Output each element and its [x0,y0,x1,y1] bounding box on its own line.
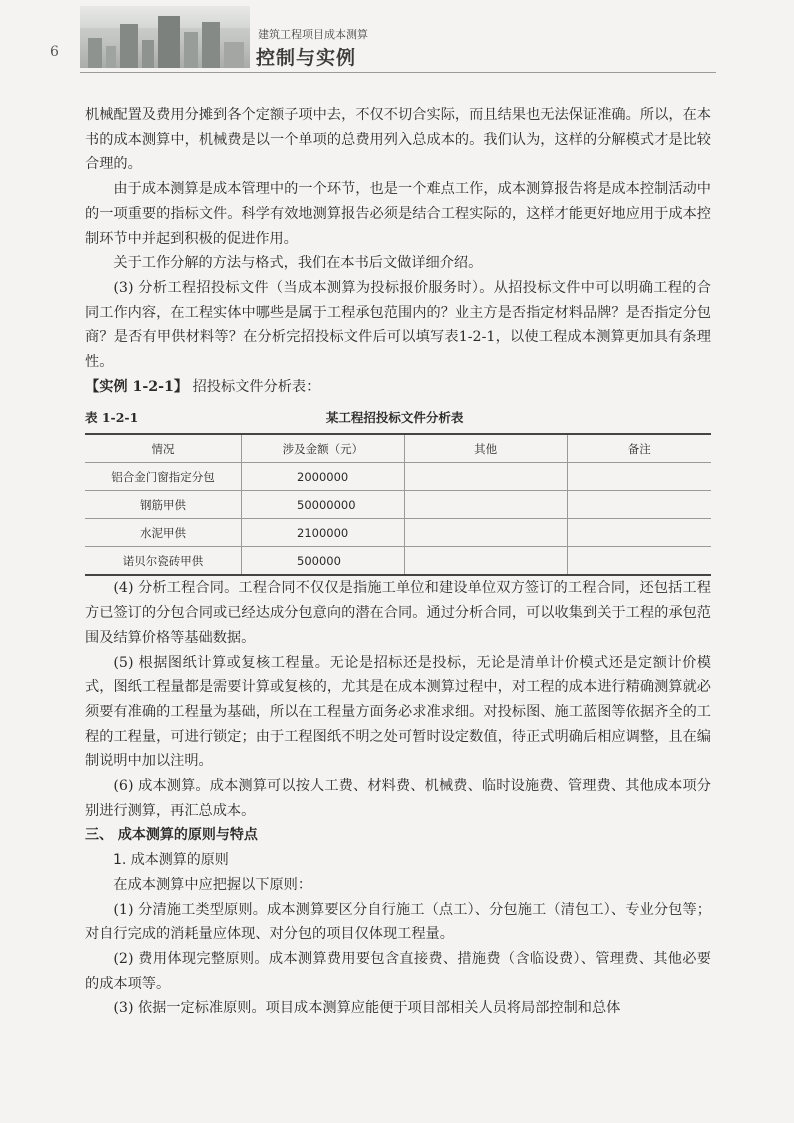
table-header-cell: 其他 [404,434,567,463]
table-header-cell: 情况 [85,434,242,463]
table-caption [85,407,711,429]
table-cell: 50000000 [242,491,405,519]
example-heading [85,375,711,400]
table-row [85,463,711,491]
table-cell: 钢筋甲供 [85,491,242,519]
table-cell [567,491,711,519]
table-header-cell: 备注 [567,434,711,463]
page-body [85,103,711,1021]
subsection-heading: 1. 成本测算的原则 [113,852,229,869]
table-header-cell: 涉及金额（元） [242,434,405,463]
example-label: 【实例 1-2-1】 [85,378,189,395]
page-number: 6 [50,44,59,60]
paragraph: 关于工作分解的方法与格式，我们在本书后文做详细介绍。 [113,255,483,272]
paragraph: (6) 成本测算。成本测算可以按人工费、材料费、机械费、临时设施费、管理费、其他成本项分别进行测算，再汇总成本。 [85,778,711,819]
table-cell: 诺贝尔瓷砖甲供 [85,547,242,576]
paragraph: (4) 分析工程合同。工程合同不仅仅是指施工单位和建设单位双方签订的工程合同，还包括工程方已签订的分包合同或已经达成分包意向的潜在合同。通过分析合同，可以收集到关于工程的承包范围及结算价格等基础数据。 [85,580,711,646]
table-cell: 2000000 [242,463,405,491]
table-cell: 2100000 [242,519,405,547]
table-cell [404,491,567,519]
table-cell [404,519,567,547]
header-divider [80,72,716,73]
table-row [85,519,711,547]
table-cell [567,547,711,576]
section-heading: 三、 成本测算的原则与特点 [85,827,258,844]
example-text: 招投标文件分析表： [192,378,321,395]
table-cell [567,519,711,547]
table-title: 某工程招投标文件分析表 [325,410,464,426]
header-banner-image [80,6,250,68]
paragraph: 机械配置及费用分摊到各个定额子项中去，不仅不切合实际，而且结果也无法保证准确。所以，在本书的成本测算中，机械费是以一个单项的总费用列入总成本的。我们认为，这样的分解模式才是比较合理的。 [85,107,711,173]
paragraph: (3) 依据一定标准原则。项目成本测算应能便于项目部相关人员将局部控制和总体 [113,1000,621,1017]
paragraph: (5) 根据图纸计算或复核工程量。无论是招标还是投标，无论是清单计价模式还是定额计价模式，图纸工程量都是需要计算或复核的，尤其是在成本测算过程中，对工程的成本进行精确测算就必须要有准确的工程量为基础，所以在工程量方面务必求准求细。对投标图、施工蓝图等依据齐全的工程的工程量，可进行锁定；由于工程图纸不明之处可暂时设定数值，待正式明确后相应调整，且在编制说明中加以注明。 [85,654,711,770]
table-cell [404,463,567,491]
table-row [85,491,711,519]
table-cell [404,547,567,576]
table-row [85,547,711,576]
table-number: 表 1-2-1 [85,410,139,426]
table-cell: 500000 [242,547,405,576]
book-title: 控制与实例 [256,47,357,69]
table-header-row [85,434,711,463]
table-cell: 水泥甲供 [85,519,242,547]
bid-analysis-table [85,433,711,576]
paragraph: 由于成本测算是成本管理中的一个环节，也是一个难点工作，成本测算报告将是成本控制活动中的一项重要的指标文件。科学有效地测算报告必须是结合工程实际的，这样才能更好地应用于成本控制环节中并起到积极的促进作用。 [85,181,711,247]
paragraph: (2) 费用体现完整原则。成本测算费用要包含直接费、措施费（含临设费）、管理费、其他必要的成本项等。 [85,950,711,992]
paragraph: (3) 分析工程招投标文件（当成本测算为投标报价服务时）。从招投标文件中可以明确工程的合同工作内容，在工程实体中哪些是属于工程承包范围内的？业主方是否指定材料品牌？是否指定分包商？是否有甲供材料等？在分析完招投标文件后可以填写表1-2-1，以使工程成本测算更加具有条理性。 [85,279,711,371]
paragraph: 在成本测算中应把握以下原则： [113,876,313,893]
paragraph: (1) 分清施工类型原则。成本测算要区分自行施工（点工）、分包施工（清包工）、专业分包等；对自行完成的消耗量应体现、对分包的项目仅体现工程量。 [85,901,711,943]
table-cell [567,463,711,491]
book-subtitle: 建筑工程项目成本测算 [258,28,368,41]
table-cell: 铝合金门窗指定分包 [85,463,242,491]
